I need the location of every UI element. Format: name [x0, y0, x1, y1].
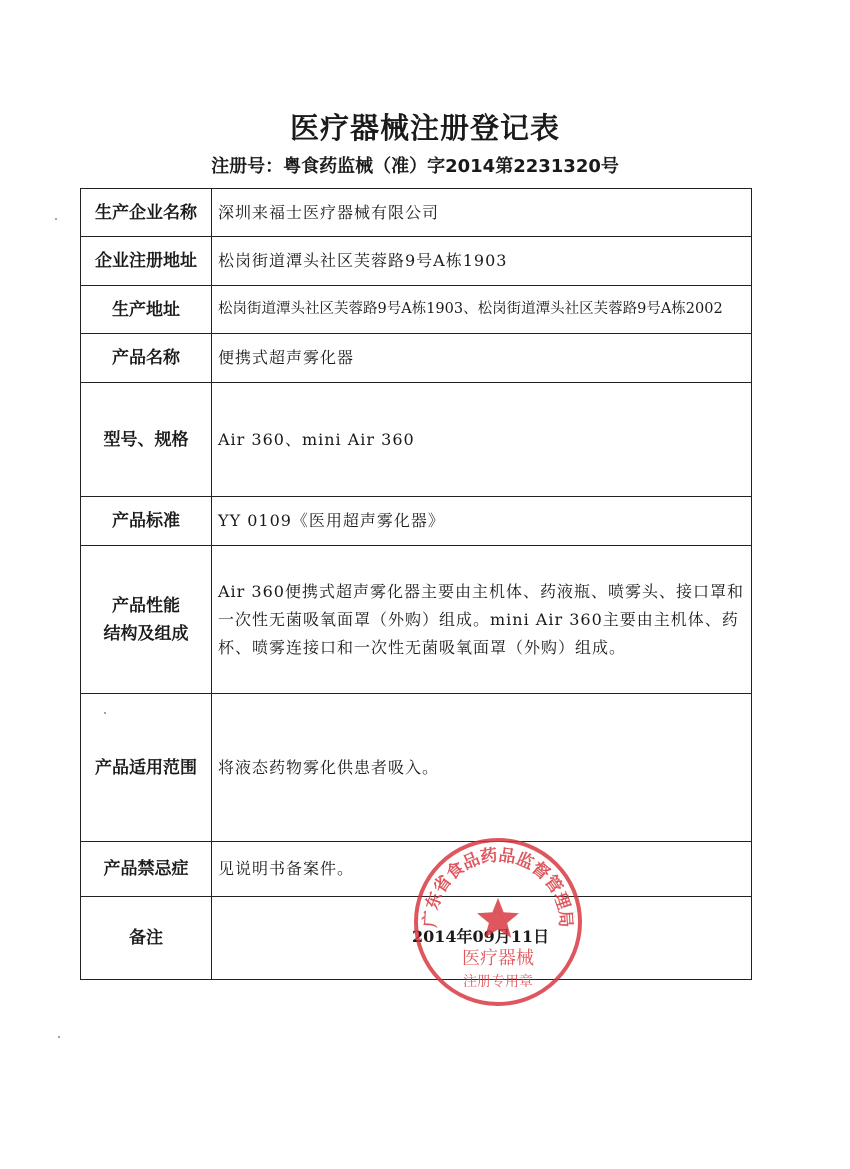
row-value-registered-address: 松岗街道潭头社区芙蓉路9号A栋1903 — [212, 237, 752, 286]
registration-number: 注册号：粤食药监械（准）字2014第2231320号 — [211, 156, 619, 177]
scan-speck — [58, 1036, 60, 1038]
row-value-model: Air 360、mini Air 360 — [212, 383, 752, 497]
table-row — [81, 286, 752, 334]
document-title: 医疗器械注册登记表 — [289, 111, 560, 145]
table-row — [81, 383, 752, 497]
row-label-contraindications: 产品禁忌症 — [81, 842, 212, 897]
row-label-standard: 产品标准 — [81, 497, 212, 546]
row-label-structure-line1: 产品性能 — [112, 595, 180, 616]
row-label-structure-line2: 结构及组成 — [103, 623, 189, 644]
table-row — [81, 189, 752, 237]
scan-speck — [55, 218, 57, 220]
row-label-product-name: 产品名称 — [81, 334, 212, 383]
table-row — [81, 546, 752, 694]
seal-star-icon — [477, 898, 519, 938]
row-value-scope: 将液态药物雾化供患者吸入。 — [212, 694, 752, 842]
issue-date: 2014年09月11日 — [412, 927, 550, 946]
row-value-structure: Air 360便携式超声雾化器主要由主机体、药液瓶、喷雾头、接口罩和一次性无菌吸氧面罩（外购）组成。mini Air 360主要由主机体、药杯、喷雾连接口和一次性无菌吸氧面罩（外购）组成。 — [212, 546, 752, 694]
row-value-product-name: 便携式超声雾化器 — [212, 334, 752, 383]
row-value-contraindications: 见说明书备案件。 — [212, 842, 752, 897]
row-value-manufacturer: 深圳来福士医疗器械有限公司 — [212, 189, 752, 237]
row-label-model: 型号、规格 — [81, 383, 212, 497]
seal-inner-line1: 医疗器械 — [462, 948, 534, 969]
row-label-manufacturer: 生产企业名称 — [81, 189, 212, 237]
row-value-standard: YY 0109《医用超声雾化器》 — [212, 497, 752, 546]
table-row — [81, 694, 752, 842]
scan-speck — [104, 712, 106, 714]
seal-outer-textpath: 广东省食品药品监督管理局 — [420, 845, 576, 929]
row-label-remarks: 备注 — [81, 897, 212, 980]
table-row — [81, 497, 752, 546]
official-seal — [412, 836, 584, 1008]
seal-inner-line2: 注册专用章 — [463, 974, 533, 990]
row-label-scope: 产品适用范围 — [81, 694, 212, 842]
row-label-structure — [81, 546, 212, 694]
table-row — [81, 237, 752, 286]
row-label-production-address: 生产地址 — [81, 286, 212, 334]
row-value-production-address: 松岗街道潭头社区芙蓉路9号A栋1903、松岗街道潭头社区芙蓉路9号A栋2002 — [212, 286, 752, 334]
table-row — [81, 334, 752, 383]
row-label-registered-address: 企业注册地址 — [81, 237, 212, 286]
